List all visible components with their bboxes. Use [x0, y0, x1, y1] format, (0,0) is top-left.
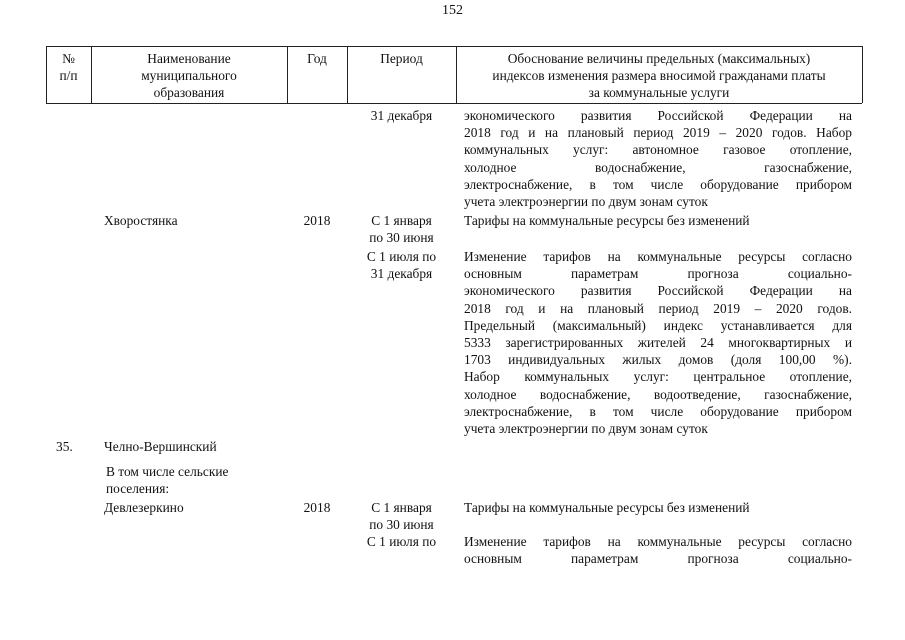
header-num: № п/п: [59, 51, 78, 83]
khvorostyanka-year: 2018: [303, 213, 331, 228]
header-year: Год: [307, 51, 327, 66]
header-name: Наименование муниципального образования: [141, 51, 237, 100]
header-basis: Обоснование величины предельных (максимальных) индексов изменения размера вносимой гражданами платы за коммунальные услуги: [492, 51, 826, 100]
header-top-border: [46, 46, 862, 47]
devlezerkino-basis-1: Тарифы на коммунальные ресурсы без изменений: [464, 500, 750, 515]
khvorostyanka-period-1: С 1 января по 30 июня: [369, 213, 434, 245]
devlezerkino-year: 2018: [303, 500, 331, 515]
khvorostyanka-basis-1: Тарифы на коммунальные ресурсы без изменений: [464, 213, 750, 228]
devlezerkino-name: Девлезеркино: [104, 500, 184, 515]
header-col-border-5: [862, 46, 863, 103]
header-period: Период: [380, 51, 423, 66]
row-35-name: Челно-Вершинский: [104, 439, 217, 454]
khvorostyanka-basis-2: Изменение тарифов на коммунальные ресурсы согласно основным параметрам прогноза социально- экономического развития Российской Федерации на 2018 год и на плановый период 2019 – 2020 годов. Предельный (максимальный) индекс устанавливается для 5333 зарегистрированных жителей 24 многоквартирных и 1703 индивидуальных жилых домов (доля 100,00 %). Набор коммунальных услуг: центральное отопление, холодное водоснабжение, водоотведение, газоснабжение, электроснабжение, в том числе оборудование прибором учета электроэнергии по двум зонам суток: [464, 249, 852, 437]
row-35-num: 35.: [56, 439, 73, 454]
devlezerkino-period-2: С 1 июля по: [366, 534, 437, 549]
khvorostyanka-name: Хворостянка: [104, 213, 178, 228]
devlezerkino-period-1: С 1 января по 30 июня: [369, 500, 434, 532]
khvorostyanka-period-2: С 1 июля по 31 декабря: [366, 249, 437, 281]
continuation-period: 31 декабря: [370, 108, 433, 123]
row-35-subheading: В том числе сельские поселения:: [106, 464, 229, 496]
page-number: 152: [442, 3, 463, 18]
header-bottom-border: [46, 103, 862, 104]
devlezerkino-basis-2: Изменение тарифов на коммунальные ресурсы согласно основным параметрам прогноза социально-: [464, 534, 852, 567]
continuation-basis: экономического развития Российской Федерации на 2018 год и на плановый период 2019 – 2020 годов. Набор коммунальных услуг: автономное газовое отопление, холодное водоснабжение, газоснабжение, электроснабжение, в том числе оборудование прибором учета электроэнергии по двум зонам суток: [464, 108, 852, 210]
